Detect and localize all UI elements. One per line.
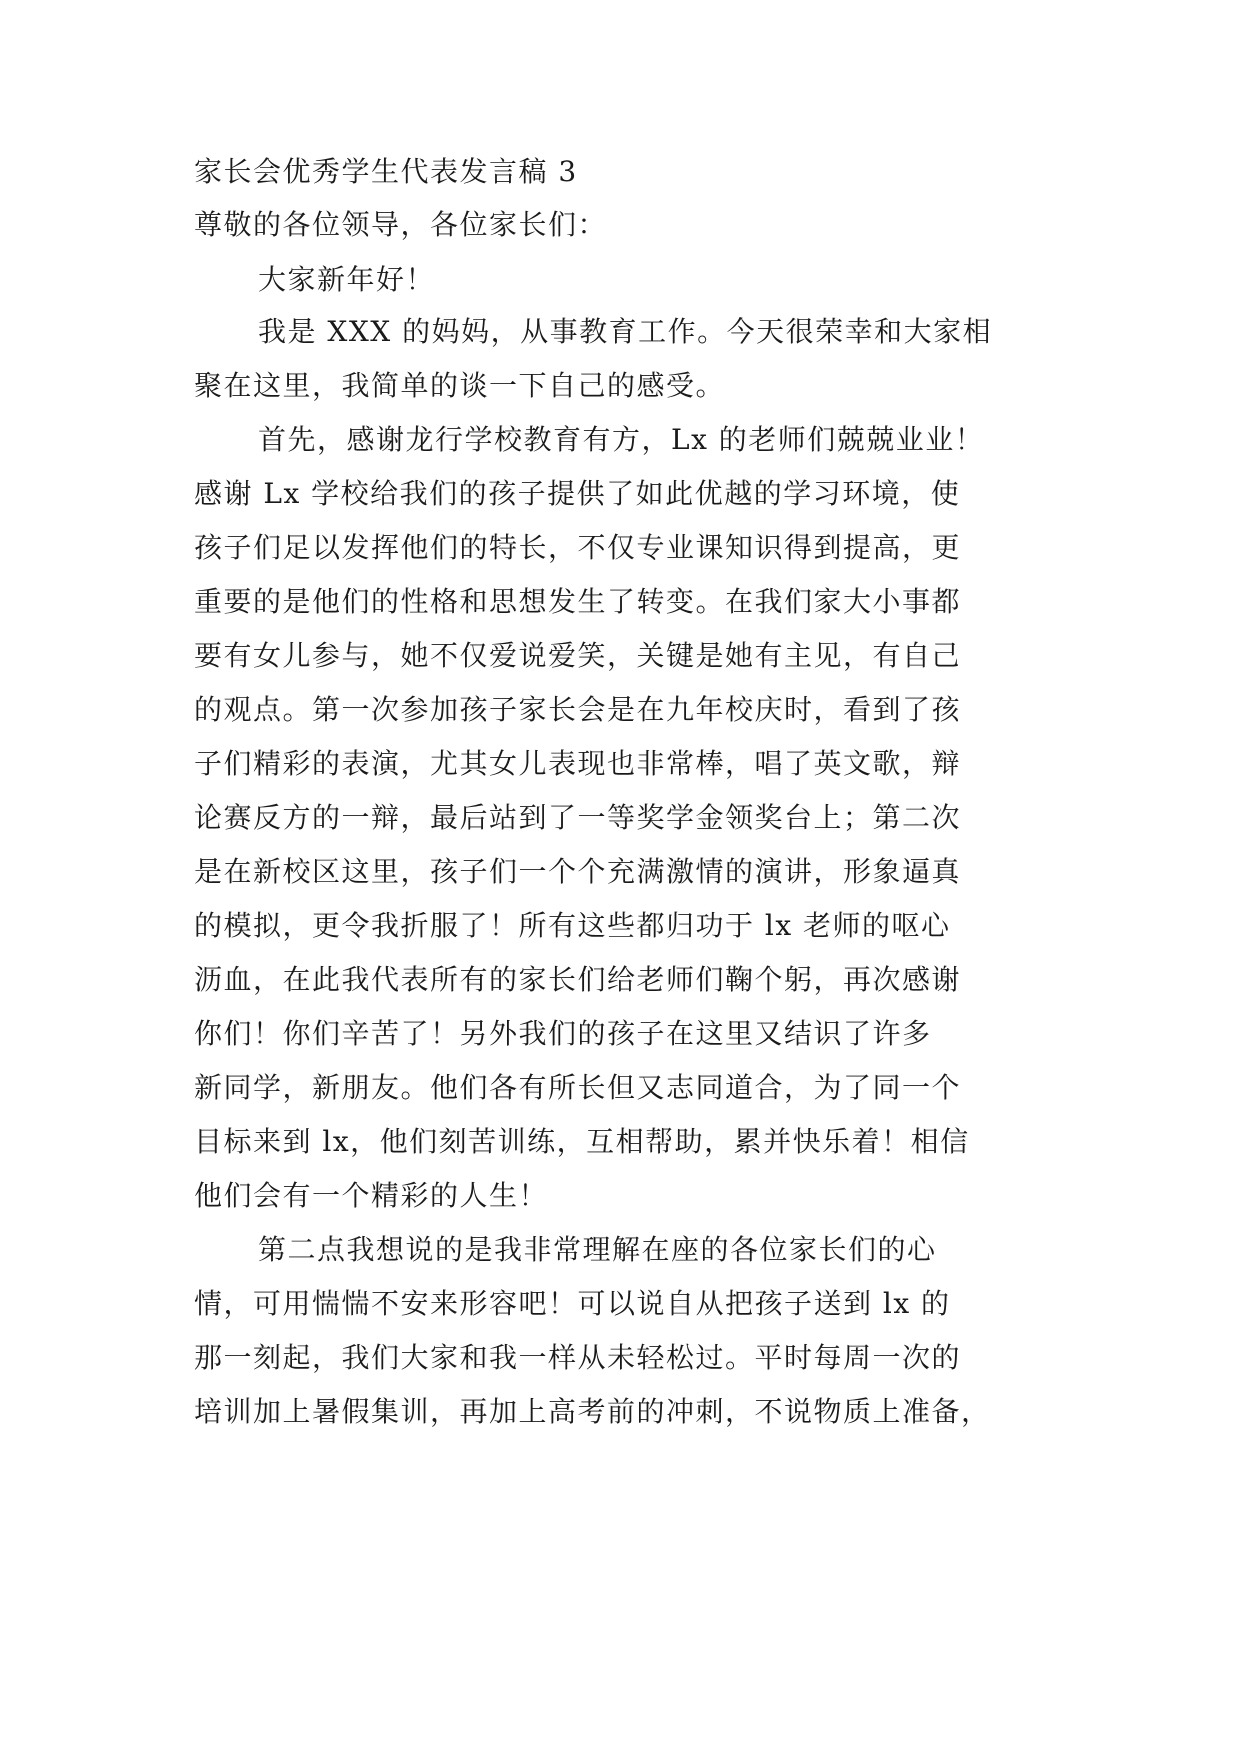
paragraph-line: 论赛反方的一辩，最后站到了一等奖学金领奖台上；第二次 (194, 801, 962, 834)
paragraph-line: 目标来到 lx，他们刻苦训练，互相帮助，累并快乐着！相信 (194, 1125, 970, 1158)
salutation: 尊敬的各位领导，各位家长们： (194, 208, 608, 241)
paragraph-line: 孩子们足以发挥他们的特长，不仅专业课知识得到提高，更 (194, 531, 962, 564)
paragraph-line: 沥血，在此我代表所有的家长们给老师们鞠个躬，再次感谢 (194, 963, 962, 996)
paragraph-line: 的观点。第一次参加孩子家长会是在九年校庆时，看到了孩 (194, 693, 962, 726)
paragraph-line: 要有女儿参与，她不仅爱说爱笑，关键是她有主见，有自己 (194, 639, 962, 672)
paragraph-line: 是在新校区这里，孩子们一个个充满激情的演讲，形象逼真 (194, 855, 962, 888)
paragraph-line: 我是 XXX 的妈妈，从事教育工作。今天很荣幸和大家相 (258, 315, 993, 348)
paragraph-line: 那一刻起，我们大家和我一样从未轻松过。平时每周一次的 (194, 1341, 962, 1374)
paragraph-line: 他们会有一个精彩的人生！ (194, 1179, 549, 1212)
paragraph-line: 培训加上暑假集训，再加上高考前的冲刺，不说物质上准备， (194, 1395, 991, 1428)
paragraph-line: 首先，感谢龙行学校教育有方，Lx 的老师们兢兢业业！ (258, 423, 985, 456)
paragraph-line: 聚在这里，我简单的谈一下自己的感受。 (194, 369, 726, 402)
paragraph-line: 子们精彩的表演，尤其女儿表现也非常棒，唱了英文歌，辩 (194, 747, 962, 780)
paragraph-line: 感谢 Lx 学校给我们的孩子提供了如此优越的学习环境，使 (194, 477, 961, 510)
paragraph-line: 重要的是他们的性格和思想发生了转变。在我们家大小事都 (194, 585, 962, 618)
paragraph-line: 情，可用惴惴不安来形容吧！可以说自从把孩子送到 lx 的 (194, 1287, 951, 1320)
paragraph-line: 你们！你们辛苦了！另外我们的孩子在这里又结识了许多 (194, 1017, 932, 1050)
paragraph-line: 的模拟，更令我折服了！所有这些都归功于 lx 老师的呕心 (194, 909, 951, 942)
paragraph-line: 新同学，新朋友。他们各有所长但又志同道合，为了同一个 (194, 1071, 962, 1104)
paragraph-line: 大家新年好！ (258, 263, 436, 296)
document-title: 家长会优秀学生代表发言稿 3 (194, 155, 578, 188)
paragraph-line: 第二点我想说的是我非常理解在座的各位家长们的心 (258, 1233, 937, 1266)
